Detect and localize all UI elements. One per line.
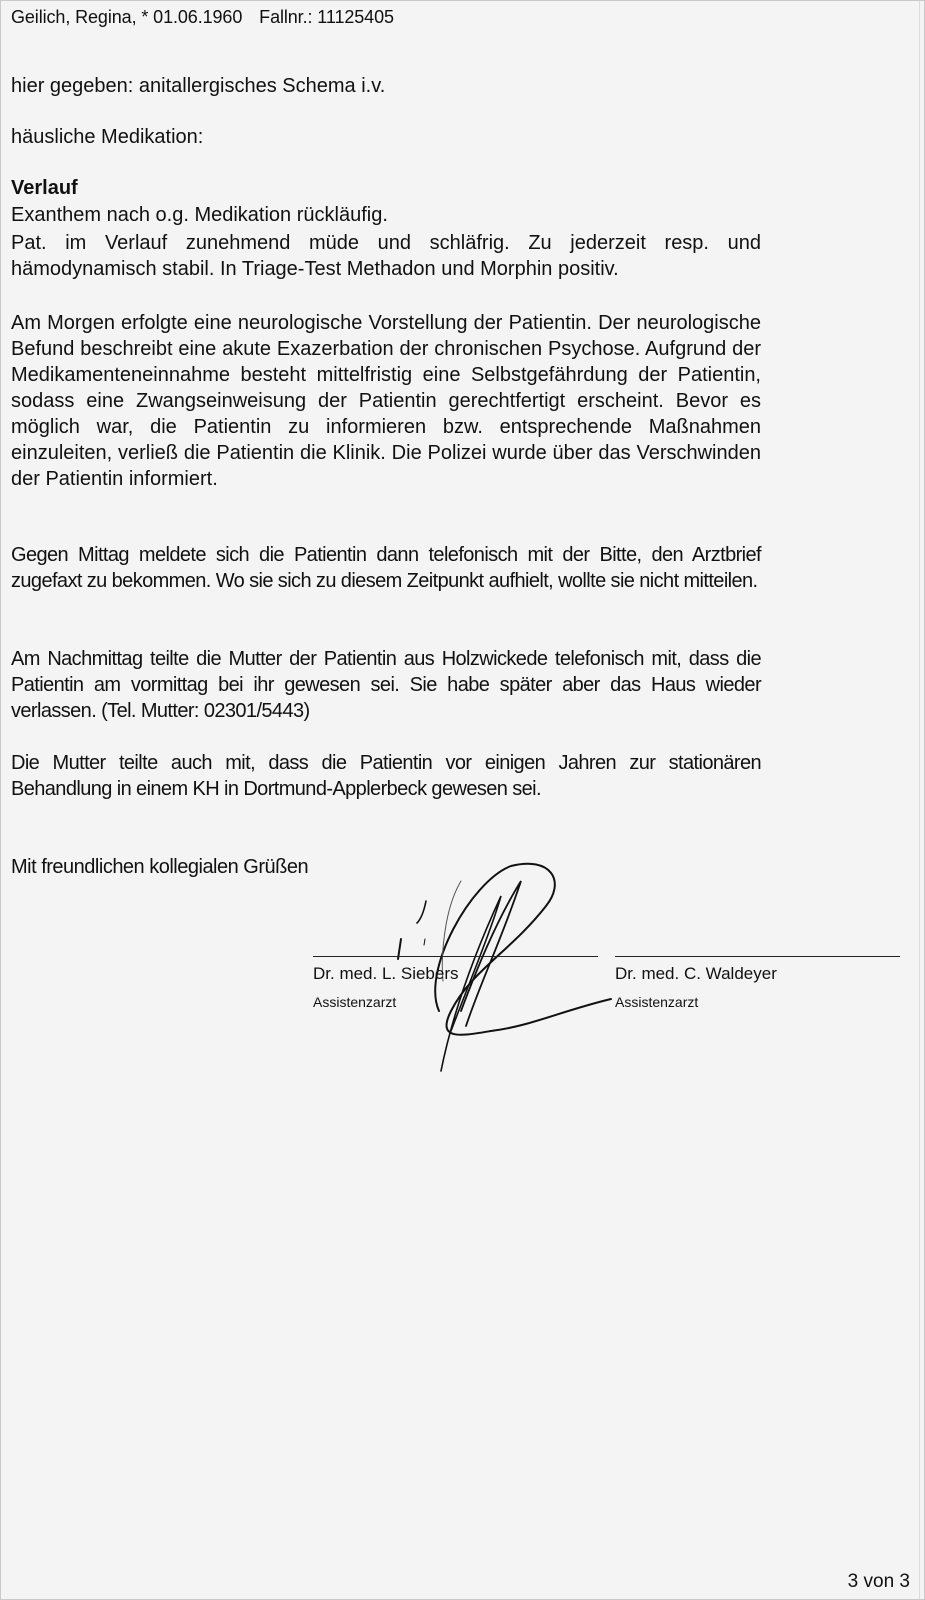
- signatory-1-role: Assistenzarzt: [313, 994, 397, 1010]
- signatory-1-name: Dr. med. L. Siebers: [313, 964, 459, 983]
- paragraph-noon: Gegen Mittag meldete sich die Patientin dann telefonisch mit der Bitte, den Arztbrief zugefaxt zu bekommen. Wo sie sich zu diesem Zeitpunkt aufhielt, wollte sie nicht mitteilen.: [11, 544, 761, 592]
- patient-name-dob: Geilich, Regina, * 01.06.1960: [11, 7, 243, 27]
- signature-line-2: [615, 956, 900, 957]
- course-exanthem: Exanthem nach o.g. Medikation rückläufig.: [11, 204, 388, 226]
- section-title-verlauf: Verlauf: [11, 177, 78, 199]
- case-number: Fallnr.: 11125405: [259, 7, 394, 27]
- closing-greeting: Mit freundlichen kollegialen Grüßen: [11, 856, 309, 878]
- home-medication-label: häusliche Medikation:: [11, 126, 204, 148]
- page-indicator: 3 von 3: [847, 1571, 910, 1592]
- course-paragraph: Pat. im Verlauf zunehmend müde und schläfrig. Zu jederzeit resp. und hämodynamisch stabil. In Triage-Test Methadon und Morphin positiv.: [11, 232, 761, 280]
- signature-line-1: [313, 956, 598, 957]
- paragraph-mother: Die Mutter teilte auch mit, dass die Patientin vor einigen Jahren zur stationären Behandlung in einem KH in Dortmund-Applerbeck gewesen sei.: [11, 752, 761, 800]
- signatory-2-role: Assistenzarzt: [615, 994, 699, 1010]
- paragraph-morning: Am Morgen erfolgte eine neurologische Vorstellung der Patientin. Der neurologische Befund beschreibt eine akute Exazerbation der chronischen Psychose. Aufgrund der Medikamenteneinnahme besteht mittelfristig eine Selbstgefährdung der Patientin, sodass eine Zwangseinweisung der Patientin gerechtfertigt erscheint. Bevor es möglich war, die Patientin zu informieren bzw. entsprechende Maßnahmen einzuleiten, verließ die Patientin die Klinik. Die Polizei wurde über das Verschwinden der Patientin informiert.: [11, 312, 761, 490]
- scan-edge-rule: [919, 1, 920, 1599]
- given-medication: hier gegeben: anitallergisches Schema i.v.: [11, 75, 386, 97]
- patient-header: [11, 7, 406, 28]
- signatory-2-name: Dr. med. C. Waldeyer: [615, 964, 777, 983]
- paragraph-afternoon: Am Nachmittag teilte die Mutter der Patientin aus Holzwickede telefonisch mit, dass die Patientin am vormittag bei ihr gewesen sei. Sie habe später aber das Haus wieder verlassen. (Tel. Mutter: 02301/5443): [11, 648, 761, 722]
